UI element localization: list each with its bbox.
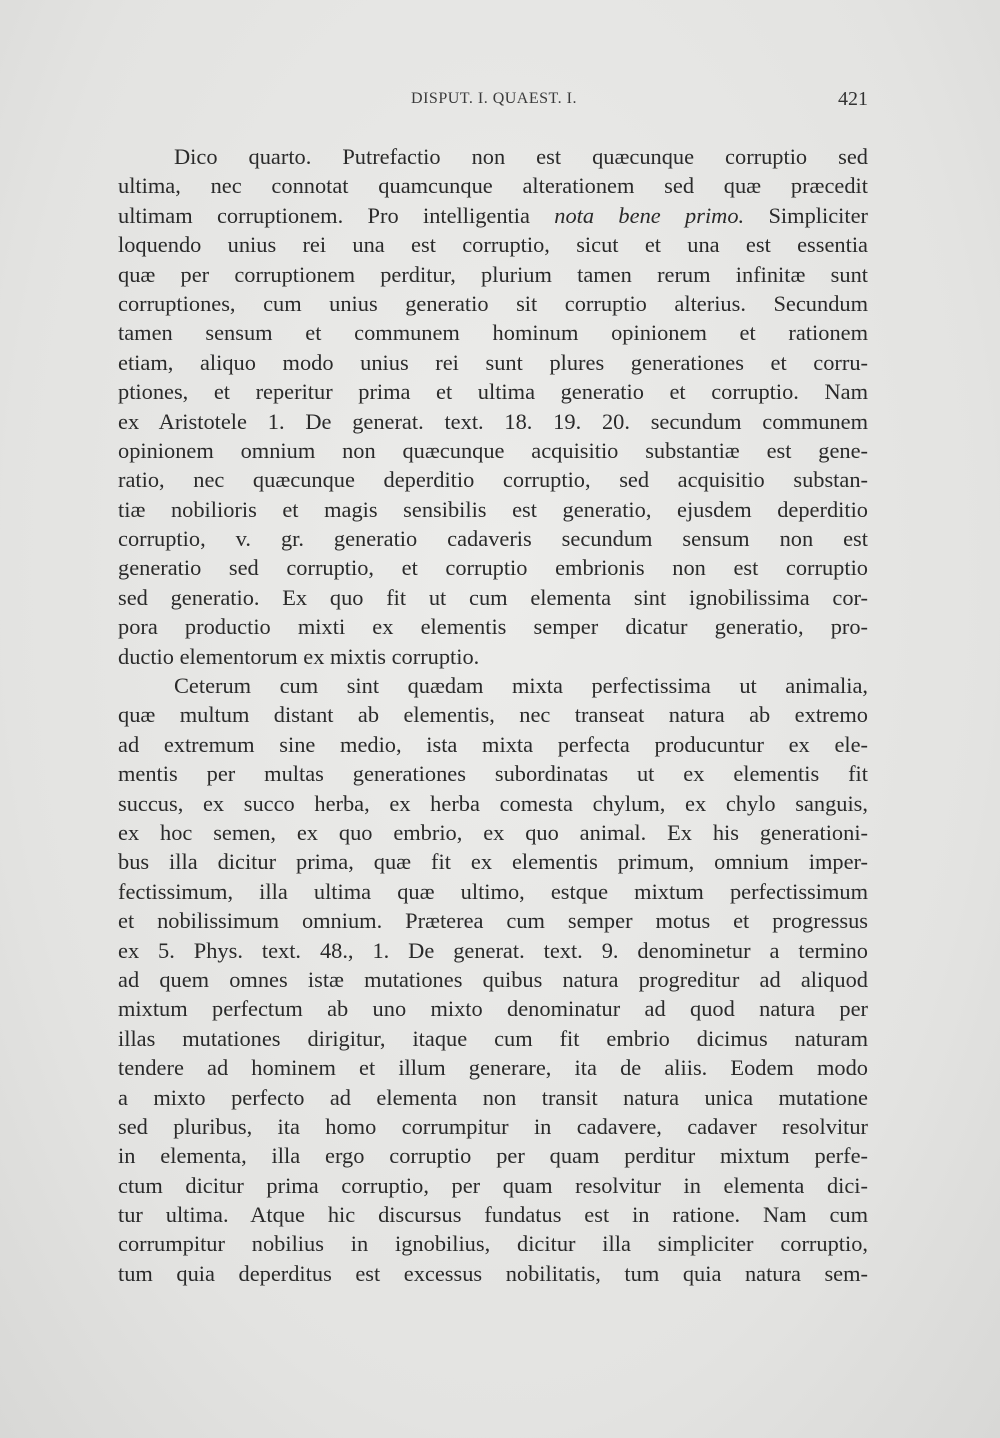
text-line: sed pluribus, ita homo corrumpitur in cadavere, cadaver resolvitur — [118, 1113, 868, 1139]
paragraph-1 — [118, 142, 868, 671]
text-line: mixtum perfectum ab uno mixto denominatur ad quod natura per — [118, 996, 868, 1022]
text-line: quæ per corruptionem perditur, plurium tamen rerum infinitæ sunt — [118, 261, 868, 287]
text-line: ptiones, et reperitur prima et ultima generatio et corruptio. Nam — [118, 379, 868, 405]
text-line: tum quia deperditus est excessus nobilitatis, tum quia natura sem- — [118, 1260, 868, 1286]
text-line: corruptio, v. gr. generatio cadaveris secundum sensum non est — [118, 526, 868, 552]
text-line: ex hoc semen, ex quo embrio, ex quo animal. Ex his generationi- — [118, 819, 868, 845]
paragraph-2 — [118, 671, 868, 1288]
text-line: in elementa, illa ergo corruptio per quam perditur mixtum perfe- — [118, 1143, 868, 1169]
text-line: ad extremum sine medio, ista mixta perfecta producuntur ex ele- — [118, 731, 868, 757]
text-line: opinionem omnium non quæcunque acquisitio substantiæ est gene- — [118, 437, 868, 463]
text-line: sed generatio. Ex quo fit ut cum elementa sint ignobilissima cor- — [118, 584, 868, 610]
text-line: ad quem omnes istæ mutationes quibus natura progreditur ad aliquod — [118, 966, 868, 992]
text-line: etiam, aliquo modo unius rei sunt plures generationes et corru- — [118, 349, 868, 375]
text-line: tamen sensum et communem hominum opinionem et rationem — [118, 320, 868, 346]
text-line: loquendo unius rei una est corruptio, sicut et una est essentia — [118, 232, 868, 258]
text-run: ultimam corruptionem. Pro intelligentia — [118, 202, 555, 228]
page-number: 421 — [838, 88, 868, 110]
text-line: mentis per multas generationes subordinatas ut ex elementis fit — [118, 761, 868, 787]
text-line: a mixto perfecto ad elementa non transit natura unica mutatione — [118, 1084, 868, 1110]
text-line: pora productio mixti ex elementis semper dicatur generatio, pro- — [118, 614, 868, 640]
text-line: generatio sed corruptio, et corruptio embrionis non est corruptio — [118, 555, 868, 581]
text-line: ex 5. Phys. text. 48., 1. De generat. text. 9. denominetur a termino — [118, 937, 868, 963]
text-line: ductio elementorum ex mixtis corruptio. — [118, 643, 480, 669]
text-line: et nobilissimum omnium. Præterea cum semper motus et progressus — [118, 908, 868, 934]
running-head: DISPUT. I. QUAEST. I. — [411, 90, 577, 107]
text-line: corruptiones, cum unius generatio sit corruptio alterius. Secundum — [118, 290, 868, 316]
page-header — [120, 90, 868, 116]
text-line: fectissimum, illa ultima quæ ultimo, estque mixtum perfectissimum — [118, 878, 868, 904]
text-line: Ceterum cum sint quædam mixta perfectissima ut animalia, — [174, 673, 868, 699]
text-line: tur ultima. Atque hic discursus fundatus est in ratione. Nam cum — [118, 1202, 868, 1228]
text-line: illas mutationes dirigitur, itaque cum fit embrio dicimus naturam — [118, 1025, 868, 1051]
text-line: corrumpitur nobilius in ignobilius, dicitur illa simpliciter corruptio, — [118, 1231, 868, 1257]
text-line: bus illa dicitur prima, quæ fit ex elementis primum, omnium imper- — [118, 849, 868, 875]
text-line: ratio, nec quæcunque deperditio corruptio, sed acquisitio substan- — [118, 467, 868, 493]
text-line: Dico quarto. Putrefactio non est quæcunque corruptio sed — [174, 144, 868, 169]
text-line: succus, ex succo herba, ex herba comesta chylum, ex chylo sanguis, — [118, 790, 868, 816]
text-run: Simpliciter — [744, 202, 868, 228]
italic-phrase: nota bene primo. — [554, 202, 745, 228]
text-line: tiæ nobilioris et magis sensibilis est generatio, ejusdem deperditio — [118, 496, 868, 522]
text-line: ex Aristotele 1. De generat. text. 18. 19. 20. secundum communem — [118, 408, 868, 434]
page-body — [118, 142, 868, 1288]
text-line — [118, 201, 868, 230]
text-line: tendere ad hominem et illum generare, ita de aliis. Eodem modo — [118, 1055, 868, 1081]
text-line: quæ multum distant ab elementis, nec transeat natura ab extremo — [118, 702, 868, 728]
text-line: ultima, nec connotat quamcunque alterationem sed quæ præcedit — [118, 173, 868, 199]
text-line: ctum dicitur prima corruptio, per quam resolvitur in elementa dici- — [118, 1172, 868, 1198]
